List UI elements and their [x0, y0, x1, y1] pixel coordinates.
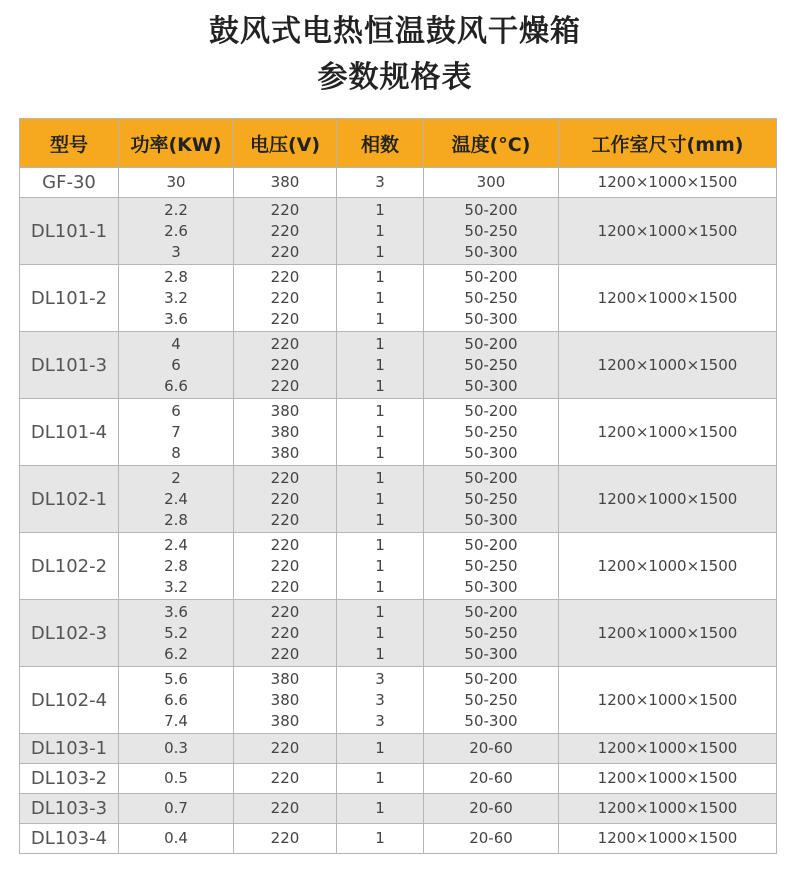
cell-power-value: 2 — [171, 468, 181, 487]
cell-phase-value: 1 — [375, 401, 385, 420]
cell-phase — [337, 198, 424, 265]
cell-temperature-value: 50-300 — [464, 510, 518, 529]
cell-temperature — [424, 734, 559, 764]
cell-voltage-value: 380 — [270, 711, 300, 730]
cell-phase-value: 3 — [375, 690, 385, 709]
cell-phase — [337, 399, 424, 466]
cell-temperature-value: 50-200 — [464, 535, 518, 554]
cell-phase-value: 1 — [375, 829, 385, 847]
cell-power — [119, 332, 234, 399]
cell-voltage — [234, 600, 337, 667]
cell-chamber-size: 1200×1000×1500 — [559, 824, 777, 854]
cell-temperature-value: 50-200 — [464, 468, 518, 487]
spec-table — [19, 118, 777, 854]
cell-phase-value: 1 — [375, 309, 385, 328]
cell-phase-value: 1 — [375, 623, 385, 642]
cell-power-value: 7 — [171, 422, 181, 441]
cell-voltage-value: 220 — [270, 623, 300, 642]
header-chamber-size: 工作室尺寸(mm) — [559, 119, 777, 168]
cell-power-value: 2.6 — [164, 221, 188, 240]
cell-power — [119, 764, 234, 794]
cell-voltage-value: 220 — [270, 799, 300, 817]
cell-phase-value: 1 — [375, 556, 385, 575]
cell-voltage — [234, 198, 337, 265]
cell-power-value: 6 — [171, 401, 181, 420]
cell-power-value: 0.7 — [164, 799, 188, 817]
cell-voltage-value: 220 — [270, 556, 300, 575]
cell-chamber-size: 1200×1000×1500 — [559, 600, 777, 667]
cell-voltage — [234, 734, 337, 764]
cell-temperature — [424, 265, 559, 332]
cell-chamber-size: 1200×1000×1500 — [559, 265, 777, 332]
cell-voltage — [234, 764, 337, 794]
cell-temperature-value: 50-300 — [464, 443, 518, 462]
cell-voltage-value: 220 — [270, 602, 300, 621]
cell-temperature-value: 50-200 — [464, 602, 518, 621]
table-row — [20, 265, 777, 332]
cell-voltage — [234, 466, 337, 533]
cell-chamber-size: 1200×1000×1500 — [559, 734, 777, 764]
cell-power-value: 2.2 — [164, 200, 188, 219]
table-row — [20, 667, 777, 734]
cell-voltage — [234, 533, 337, 600]
cell-voltage-value: 220 — [270, 577, 300, 596]
cell-temperature-value: 50-200 — [464, 401, 518, 420]
cell-temperature — [424, 399, 559, 466]
cell-phase-value: 1 — [375, 577, 385, 596]
cell-voltage-value: 220 — [270, 334, 300, 353]
cell-power-value: 3.2 — [164, 288, 188, 307]
cell-temperature-value: 50-250 — [464, 623, 518, 642]
cell-power-value: 3.6 — [164, 309, 188, 328]
cell-phase — [337, 794, 424, 824]
cell-model: DL103-1 — [20, 734, 119, 764]
header-voltage: 电压(V) — [234, 119, 337, 168]
cell-voltage-value: 380 — [270, 422, 300, 441]
cell-phase-value: 1 — [375, 376, 385, 395]
cell-temperature — [424, 764, 559, 794]
table-row — [20, 466, 777, 533]
cell-power-value: 2.8 — [164, 267, 188, 286]
cell-temperature-value: 50-200 — [464, 200, 518, 219]
cell-phase-value: 1 — [375, 334, 385, 353]
cell-chamber-size: 1200×1000×1500 — [559, 332, 777, 399]
cell-phase-value: 1 — [375, 443, 385, 462]
cell-voltage — [234, 332, 337, 399]
cell-phase-value: 1 — [375, 602, 385, 621]
cell-power-value: 5.2 — [164, 623, 188, 642]
cell-temperature-value: 50-300 — [464, 577, 518, 596]
header-phase: 相数 — [337, 119, 424, 168]
cell-power-value: 0.3 — [164, 739, 188, 757]
cell-voltage-value: 220 — [270, 242, 300, 261]
cell-model: DL102-2 — [20, 533, 119, 600]
cell-power-value: 0.4 — [164, 829, 188, 847]
table-row — [20, 198, 777, 265]
cell-voltage-value: 220 — [270, 510, 300, 529]
cell-voltage-value: 220 — [270, 829, 300, 847]
cell-voltage-value: 220 — [270, 309, 300, 328]
cell-power-value: 5.6 — [164, 669, 188, 688]
cell-temperature — [424, 466, 559, 533]
cell-power-value: 0.5 — [164, 769, 188, 787]
cell-model: DL102-1 — [20, 466, 119, 533]
cell-power-value: 2.8 — [164, 556, 188, 575]
cell-phase-value: 1 — [375, 644, 385, 663]
cell-voltage-value: 380 — [270, 401, 300, 420]
cell-chamber-size: 1200×1000×1500 — [559, 198, 777, 265]
header-power: 功率(KW) — [119, 119, 234, 168]
cell-temperature-value: 50-200 — [464, 669, 518, 688]
cell-phase-value: 1 — [375, 489, 385, 508]
cell-temperature-value: 50-250 — [464, 422, 518, 441]
cell-voltage-value: 220 — [270, 489, 300, 508]
cell-phase-value: 1 — [375, 267, 385, 286]
cell-phase-value: 1 — [375, 510, 385, 529]
table-row — [20, 824, 777, 854]
cell-model: DL102-3 — [20, 600, 119, 667]
cell-chamber-size: 1200×1000×1500 — [559, 533, 777, 600]
cell-power — [119, 168, 234, 198]
cell-temperature-value: 20-60 — [469, 739, 513, 757]
table-row — [20, 794, 777, 824]
cell-model: DL103-4 — [20, 824, 119, 854]
cell-phase — [337, 734, 424, 764]
cell-power — [119, 734, 234, 764]
cell-chamber-size: 1200×1000×1500 — [559, 168, 777, 198]
cell-model: GF-30 — [20, 168, 119, 198]
cell-phase-value: 1 — [375, 422, 385, 441]
cell-model: DL103-2 — [20, 764, 119, 794]
page-title: 鼓风式电热恒温鼓风干燥箱 — [209, 14, 581, 49]
cell-temperature-value: 50-300 — [464, 711, 518, 730]
cell-power-value: 4 — [171, 334, 181, 353]
cell-power — [119, 399, 234, 466]
cell-phase — [337, 533, 424, 600]
cell-temperature — [424, 824, 559, 854]
cell-temperature — [424, 198, 559, 265]
table-row — [20, 168, 777, 198]
cell-phase-value: 1 — [375, 200, 385, 219]
cell-power — [119, 600, 234, 667]
cell-temperature-value: 50-250 — [464, 556, 518, 575]
cell-chamber-size: 1200×1000×1500 — [559, 466, 777, 533]
cell-power-value: 3 — [171, 242, 181, 261]
cell-power — [119, 824, 234, 854]
cell-phase — [337, 600, 424, 667]
table-row — [20, 399, 777, 466]
cell-voltage — [234, 399, 337, 466]
cell-phase — [337, 265, 424, 332]
cell-voltage-value: 380 — [270, 690, 300, 709]
cell-model: DL103-3 — [20, 794, 119, 824]
cell-chamber-size: 1200×1000×1500 — [559, 667, 777, 734]
cell-phase — [337, 466, 424, 533]
cell-voltage — [234, 824, 337, 854]
cell-phase-value: 1 — [375, 355, 385, 374]
cell-voltage-value: 220 — [270, 288, 300, 307]
cell-temperature — [424, 667, 559, 734]
cell-voltage — [234, 794, 337, 824]
cell-phase-value: 1 — [375, 288, 385, 307]
cell-phase-value: 1 — [375, 769, 385, 787]
cell-power — [119, 265, 234, 332]
cell-phase-value: 1 — [375, 468, 385, 487]
cell-voltage-value: 220 — [270, 200, 300, 219]
cell-phase-value: 3 — [375, 711, 385, 730]
table-row — [20, 734, 777, 764]
cell-phase — [337, 667, 424, 734]
cell-temperature-value: 50-300 — [464, 644, 518, 663]
cell-model: DL102-4 — [20, 667, 119, 734]
cell-phase-value: 3 — [375, 173, 385, 191]
cell-voltage-value: 380 — [270, 443, 300, 462]
cell-phase-value: 1 — [375, 535, 385, 554]
cell-voltage-value: 220 — [270, 739, 300, 757]
page-subtitle: 参数规格表 — [317, 60, 473, 95]
cell-power-value: 2.4 — [164, 489, 188, 508]
cell-temperature-value: 50-250 — [464, 221, 518, 240]
cell-voltage-value: 220 — [270, 355, 300, 374]
cell-voltage-value: 220 — [270, 535, 300, 554]
cell-temperature-value: 50-250 — [464, 355, 518, 374]
cell-power — [119, 667, 234, 734]
cell-voltage-value: 220 — [270, 644, 300, 663]
cell-temperature — [424, 600, 559, 667]
cell-power — [119, 794, 234, 824]
cell-power — [119, 533, 234, 600]
cell-voltage-value: 220 — [270, 468, 300, 487]
cell-phase-value: 1 — [375, 739, 385, 757]
cell-power-value: 6.6 — [164, 376, 188, 395]
cell-chamber-size: 1200×1000×1500 — [559, 764, 777, 794]
cell-phase — [337, 764, 424, 794]
cell-power-value: 30 — [166, 173, 186, 191]
cell-power-value: 6 — [171, 355, 181, 374]
header-model: 型号 — [20, 119, 119, 168]
table-body — [20, 168, 777, 854]
cell-power-value: 6.6 — [164, 690, 188, 709]
cell-power-value: 3.2 — [164, 577, 188, 596]
cell-power-value: 3.6 — [164, 602, 188, 621]
table-row — [20, 332, 777, 399]
table-row — [20, 533, 777, 600]
cell-model: DL101-2 — [20, 265, 119, 332]
cell-temperature-value: 20-60 — [469, 769, 513, 787]
cell-power-value: 8 — [171, 443, 181, 462]
cell-power — [119, 198, 234, 265]
cell-temperature-value: 50-200 — [464, 267, 518, 286]
cell-temperature — [424, 332, 559, 399]
cell-temperature — [424, 533, 559, 600]
cell-chamber-size: 1200×1000×1500 — [559, 794, 777, 824]
table-row — [20, 764, 777, 794]
cell-voltage-value: 220 — [270, 267, 300, 286]
cell-phase — [337, 332, 424, 399]
table-header-row — [20, 119, 777, 168]
cell-temperature-value: 50-250 — [464, 288, 518, 307]
cell-temperature-value: 50-250 — [464, 690, 518, 709]
cell-power-value: 6.2 — [164, 644, 188, 663]
cell-voltage — [234, 168, 337, 198]
cell-voltage-value: 220 — [270, 221, 300, 240]
cell-phase-value: 1 — [375, 221, 385, 240]
cell-power-value: 7.4 — [164, 711, 188, 730]
cell-temperature-value: 20-60 — [469, 799, 513, 817]
cell-temperature-value: 50-250 — [464, 489, 518, 508]
cell-phase — [337, 168, 424, 198]
cell-voltage-value: 380 — [270, 669, 300, 688]
header-temperature: 温度(°C) — [424, 119, 559, 168]
cell-temperature-value: 50-300 — [464, 309, 518, 328]
cell-power-value: 2.4 — [164, 535, 188, 554]
cell-temperature-value: 50-200 — [464, 334, 518, 353]
cell-voltage-value: 380 — [270, 173, 300, 191]
cell-phase-value: 3 — [375, 669, 385, 688]
cell-model: DL101-3 — [20, 332, 119, 399]
cell-temperature — [424, 794, 559, 824]
cell-phase-value: 1 — [375, 799, 385, 817]
cell-voltage — [234, 667, 337, 734]
cell-voltage — [234, 265, 337, 332]
cell-model: DL101-4 — [20, 399, 119, 466]
cell-model: DL101-1 — [20, 198, 119, 265]
cell-power-value: 2.8 — [164, 510, 188, 529]
cell-temperature — [424, 168, 559, 198]
table-row — [20, 600, 777, 667]
cell-temperature-value: 50-300 — [464, 376, 518, 395]
cell-temperature-value: 20-60 — [469, 829, 513, 847]
cell-phase-value: 1 — [375, 242, 385, 261]
cell-voltage-value: 220 — [270, 769, 300, 787]
cell-power — [119, 466, 234, 533]
cell-temperature-value: 50-300 — [464, 242, 518, 261]
cell-voltage-value: 220 — [270, 376, 300, 395]
cell-chamber-size: 1200×1000×1500 — [559, 399, 777, 466]
cell-phase — [337, 824, 424, 854]
cell-temperature-value: 300 — [476, 173, 506, 191]
